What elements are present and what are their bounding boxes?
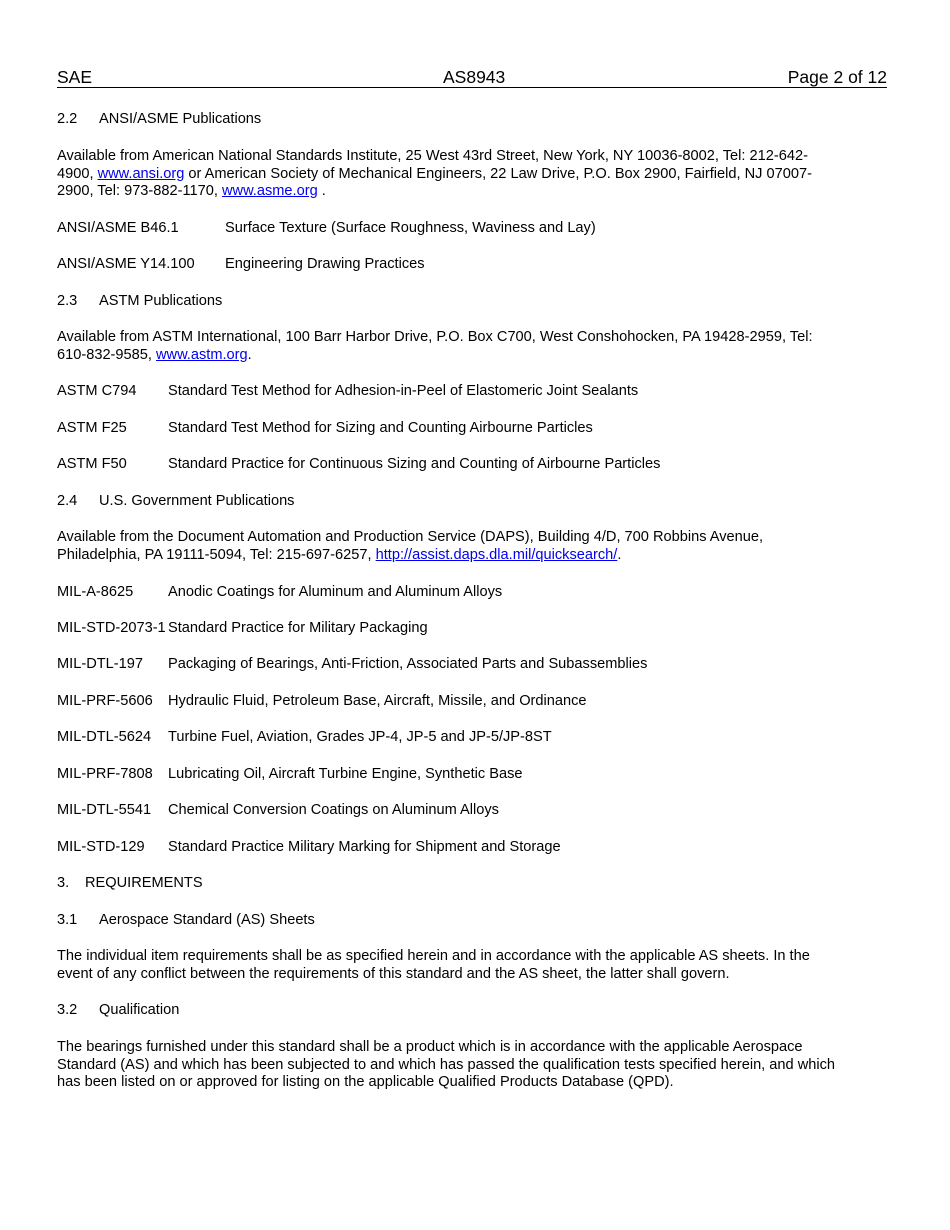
reference-title: Engineering Drawing Practices (225, 256, 425, 272)
text-run: Philadelphia, PA 19111-5094, Tel: 215-697-6257, (57, 546, 376, 563)
reference-title: Surface Texture (Surface Roughness, Waviness and Lay) (225, 220, 596, 236)
paragraph-line: Available from American National Standards Institute, 25 West 43rd Street, New York, NY 10036-8002, Tel: 212-642- (57, 148, 808, 164)
section-title: Qualification (99, 1002, 180, 1018)
reference-entry (57, 220, 887, 238)
text-run: . (617, 546, 622, 563)
reference-title: Chemical Conversion Coatings on Aluminum Alloys (168, 802, 499, 818)
assist-link[interactable]: http://assist.daps.dla.mil/quicksearch/ (375, 546, 618, 563)
reference-id: ASTM F50 (57, 456, 127, 472)
reference-id: MIL-PRF-5606 (57, 693, 153, 709)
reference-title: Standard Practice for Military Packaging (168, 620, 428, 636)
section-number: 2.2 (57, 111, 78, 127)
paragraph-as-sheets (57, 948, 887, 983)
header-page-number: Page 2 of 12 (787, 67, 887, 87)
header-doc-number: AS8943 (443, 67, 506, 87)
text-run: . (247, 346, 252, 363)
paragraph-line: Standard (AS) and which has been subjected to and which has passed the qualification tests specified herein, and which (57, 1056, 836, 1073)
section-heading-3-1 (57, 912, 887, 930)
paragraph-line (57, 547, 887, 565)
paragraph-line (57, 166, 887, 184)
section-title: Aerospace Standard (AS) Sheets (99, 912, 315, 928)
section-number: 2.4 (57, 493, 78, 509)
reference-entry (57, 620, 887, 638)
reference-id: MIL-A-8625 (57, 584, 134, 600)
text-run: or American Society of Mechanical Engineers, 22 Law Drive, P.O. Box 2900, Fairfield, NJ 07007- (184, 165, 812, 182)
reference-title: Standard Practice Military Marking for Shipment and Storage (168, 839, 561, 855)
paragraph-line: The bearings furnished under this standard shall be a product which is in accordance with the applicable Aerospace (57, 1039, 803, 1055)
reference-entry (57, 802, 887, 820)
paragraph-line: has been listed on or approved for listing on the applicable Qualified Products Database (QPD). (57, 1074, 674, 1090)
section-title: REQUIREMENTS (85, 875, 203, 891)
reference-id: ANSI/ASME B46.1 (57, 220, 179, 236)
section-number: 3. (57, 875, 70, 891)
reference-id: MIL-STD-129 (57, 839, 145, 855)
reference-id: MIL-DTL-5624 (57, 729, 152, 745)
paragraph-astm-availability (57, 329, 887, 364)
text-run: 4900, (57, 165, 98, 182)
reference-id: ANSI/ASME Y14.100 (57, 256, 195, 272)
page-header (57, 67, 887, 88)
ansi-link[interactable]: www.ansi.org (97, 165, 185, 182)
reference-title: Hydraulic Fluid, Petroleum Base, Aircraft, Missile, and Ordinance (168, 693, 587, 709)
reference-entry (57, 656, 887, 674)
reference-id: ASTM F25 (57, 420, 127, 436)
reference-title: Standard Test Method for Sizing and Counting Airbourne Particles (168, 420, 593, 436)
reference-title: Packaging of Bearings, Anti-Friction, Associated Parts and Subassemblies (168, 656, 648, 672)
asme-link[interactable]: www.asme.org (221, 183, 318, 199)
reference-title: Anodic Coatings for Aluminum and Aluminum Alloys (168, 584, 503, 600)
section-heading-2-2 (57, 111, 887, 129)
reference-entry (57, 584, 887, 602)
section-number: 2.3 (57, 293, 78, 309)
paragraph-line: Available from the Document Automation and Production Service (DAPS), Building 4/D, 700 Robbins Avenue, (57, 529, 764, 545)
reference-title: Standard Practice for Continuous Sizing and Counting of Airbourne Particles (168, 456, 661, 472)
section-number: 3.2 (57, 1002, 78, 1018)
text-run: . (317, 183, 326, 199)
reference-entry (57, 839, 887, 857)
reference-entry (57, 256, 887, 274)
paragraph-line (57, 183, 887, 201)
reference-id: MIL-DTL-197 (57, 656, 143, 672)
paragraph-line: Available from ASTM International, 100 Barr Harbor Drive, P.O. Box C700, West Conshohocken, PA 19428-2959, Tel: (57, 329, 813, 345)
reference-title: Turbine Fuel, Aviation, Grades JP-4, JP-5 and JP-5/JP-8ST (168, 729, 552, 745)
reference-id: MIL-DTL-5541 (57, 802, 152, 818)
reference-id: MIL-PRF-7808 (57, 766, 153, 782)
reference-entry (57, 766, 887, 784)
reference-id: MIL-STD-2073-1 (57, 620, 166, 636)
reference-entry (57, 420, 887, 438)
astm-link[interactable]: www.astm.org (156, 346, 248, 363)
reference-entry (57, 383, 887, 401)
text-run: 2900, Tel: 973-882-1170, (57, 183, 222, 199)
section-number: 3.1 (57, 912, 78, 928)
section-title: ASTM Publications (99, 293, 223, 309)
section-heading-2-3 (57, 293, 887, 311)
reference-entry (57, 456, 887, 474)
reference-id: ASTM C794 (57, 383, 137, 399)
section-title: U.S. Government Publications (99, 493, 295, 509)
section-title: ANSI/ASME Publications (99, 111, 262, 127)
section-heading-2-4 (57, 493, 887, 511)
paragraph-qualification (57, 1039, 887, 1092)
text-run: 610-832-9585, (57, 346, 156, 363)
reference-title: Lubricating Oil, Aircraft Turbine Engine, Synthetic Base (168, 766, 523, 782)
reference-title: Standard Test Method for Adhesion-in-Peel of Elastomeric Joint Sealants (168, 383, 639, 399)
header-org: SAE (57, 67, 93, 87)
reference-entry (57, 729, 887, 747)
paragraph-daps-availability (57, 529, 887, 564)
reference-entry (57, 693, 887, 711)
paragraph-line: The individual item requirements shall be as specified herein and in accordance with the applicable AS sheets. In the (57, 948, 810, 964)
section-heading-3-2 (57, 1002, 887, 1020)
paragraph-line: event of any conflict between the requirements of this standard and the AS sheet, the latter shall govern. (57, 965, 730, 982)
paragraph-line (57, 347, 887, 365)
section-heading-3 (57, 875, 887, 893)
paragraph-ansi-availability (57, 148, 887, 201)
